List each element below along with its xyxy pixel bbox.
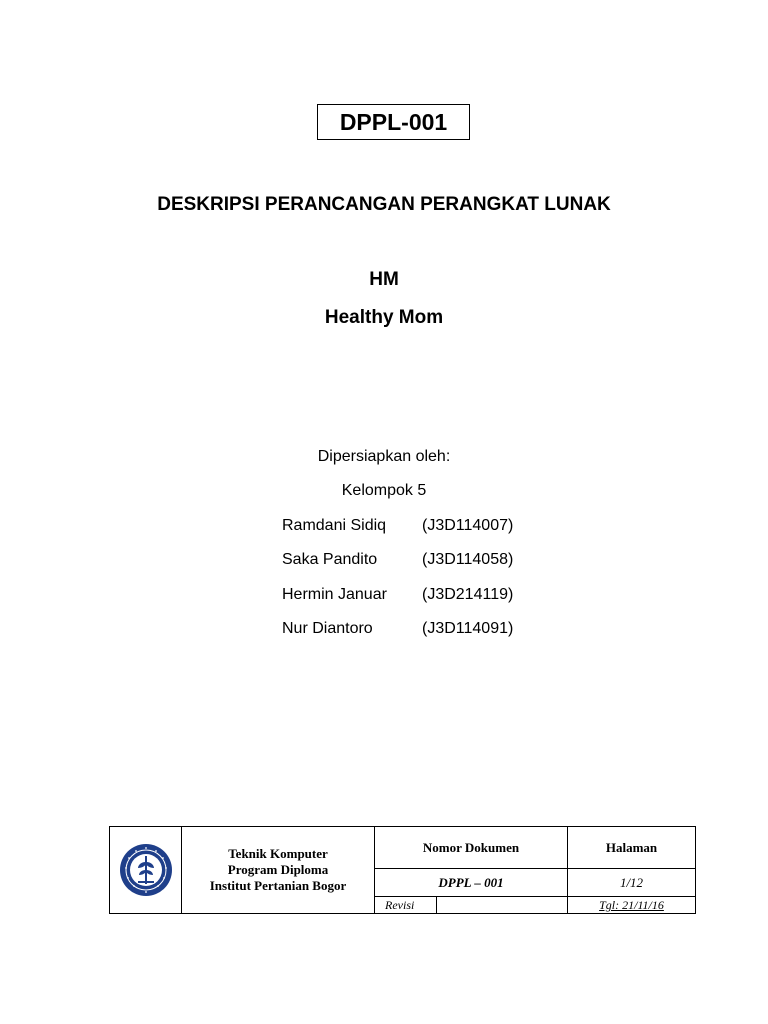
revision-value — [437, 897, 568, 913]
prepared-by-label: Dipersiapkan oleh: — [317, 448, 451, 465]
document-number-label: Nomor Dokumen — [375, 827, 568, 869]
member-row — [282, 619, 542, 639]
program-line: Program Diploma — [227, 862, 329, 877]
document-title: DESKRIPSI PERANCANGAN PERANGKAT LUNAK — [157, 194, 611, 215]
page-label: Halaman — [568, 827, 695, 869]
member-row — [282, 516, 542, 536]
member-row — [282, 550, 542, 570]
member-name: Ramdani Sidiq — [282, 517, 387, 534]
member-name: Saka Pandito — [282, 551, 378, 568]
app-name: Healthy Mom — [324, 307, 444, 328]
document-code: DPPL-001 — [339, 108, 448, 135]
page-value: 1/12 — [568, 869, 695, 897]
document-footer-table — [109, 826, 696, 914]
ipb-seal-icon — [118, 842, 174, 898]
member-row — [282, 585, 542, 605]
member-id: (J3D114091) — [422, 620, 514, 637]
member-name: Hermin Januar — [282, 586, 387, 603]
member-name: Nur Diantoro — [282, 620, 373, 637]
revision-label: Revisi — [375, 897, 437, 913]
member-id: (J3D114007) — [422, 517, 514, 534]
member-id: (J3D114058) — [422, 551, 514, 568]
department-line: Teknik Komputer — [228, 846, 328, 861]
department-cell — [182, 827, 375, 913]
logo-cell — [110, 827, 182, 913]
app-acronym: HM — [369, 269, 399, 290]
document-date: Tgl: 21/11/16 — [599, 898, 664, 912]
group-name: Kelompok 5 — [341, 482, 427, 499]
member-id: (J3D214119) — [422, 586, 514, 603]
institution-line: Institut Pertanian Bogor — [209, 878, 347, 893]
document-number-value: DPPL – 001 — [375, 869, 568, 897]
document-code-box — [317, 104, 470, 140]
